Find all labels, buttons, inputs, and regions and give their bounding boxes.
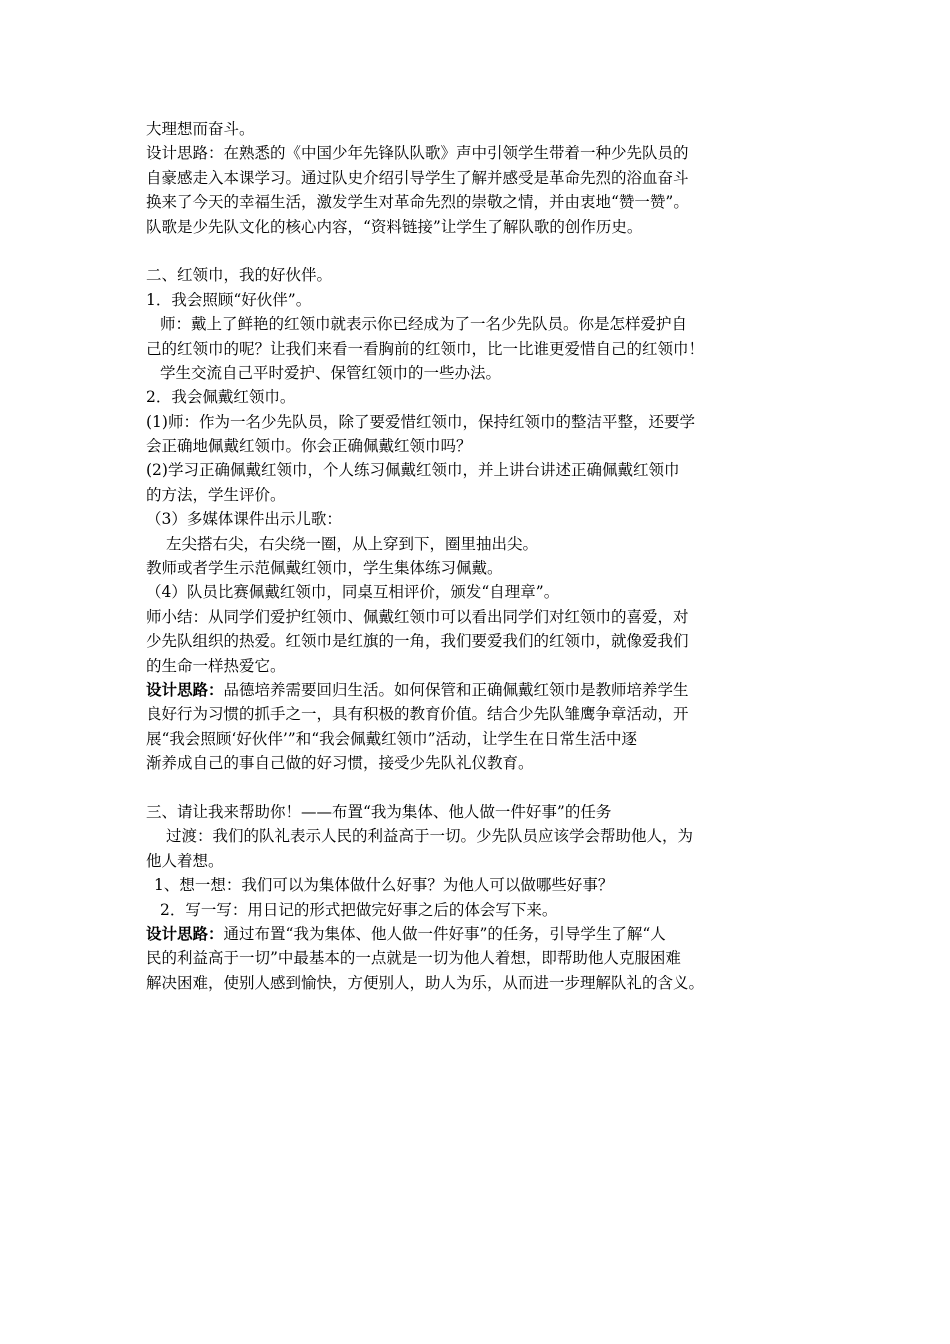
paragraph-line: 师小结：从同学们爱护红领巾、佩戴红领巾可以看出同学们对红领巾的喜爱，对: [146, 607, 689, 626]
design-idea-line: 设计思路：在熟悉的《中国少年先锋队队歌》声中引领学生带着一种少先队员的: [146, 144, 689, 163]
paragraph-line: 换来了今天的幸福生活，激发学生对革命先烈的崇敬之情，并由衷地“赞一赞”。: [146, 193, 689, 212]
paragraph-line: (2)学习正确佩戴红领巾，个人练习佩戴红领巾，并上讲台讲述正确佩戴红领巾: [146, 461, 680, 480]
paragraph-line: 少先队组织的热爱。红领巾是红旗的一角，我们要爱我们的红领巾，就像爱我们: [146, 632, 689, 651]
blank-line: [146, 776, 816, 800]
paragraph-line: 民的利益高于一切”中最基本的一点就是一切为他人着想，即帮助他人克服困难: [146, 949, 681, 968]
paragraph-line: 的方法，学生评价。: [146, 485, 286, 504]
step-line: 1、想一想：我们可以为集体做什么好事？为他人可以做哪些好事？: [154, 876, 614, 895]
paragraph-line: 良好行为习惯的抓手之一，具有积极的教育价值。结合少先队雏鹰争章活动，开: [146, 705, 689, 724]
item-title: 2．我会佩戴红领巾。: [146, 388, 296, 407]
design-idea-text: 品德培养需要回归生活。如何保管和正确佩戴红领巾是教师培养学生: [223, 680, 689, 699]
section-heading: 二、红领巾，我的好伙伴。: [146, 266, 333, 285]
paragraph-line: 师：戴上了鲜艳的红领巾就表示你已经成为了一名少先队员。你是怎样爱护自: [160, 315, 688, 334]
paragraph-line: 自豪感走入本课学习。通过队史介绍引导学生了解并感受是革命先烈的浴血奋斗: [146, 168, 689, 187]
paragraph-line: 他人着想。: [146, 851, 224, 870]
design-idea-label: 设计思路：: [146, 923, 224, 943]
paragraph-line: 渐养成自己的事自己做的好习惯，接受少先队礼仪教育。: [146, 754, 534, 773]
paragraph-line: 的生命一样热爱它。: [146, 656, 286, 675]
step-line: 2．写一写：用日记的形式把做完好事之后的体会写下来。: [160, 900, 558, 919]
design-idea-line: [146, 922, 816, 946]
item-title: 1．我会照顾“好伙伴”。: [146, 290, 312, 309]
paragraph-line: 学生交流自己平时爱护、保管红领巾的一些办法。: [160, 363, 502, 382]
paragraph-line: 过渡：我们的队礼表示人民的利益高于一切。少先队员应该学会帮助他人，为: [166, 827, 694, 846]
blank-line: [146, 239, 816, 263]
paragraph-line: 己的红领巾的呢？让我们来看一看胸前的红领巾，比一比谁更爱惜自己的红领巾！: [146, 339, 705, 358]
paragraph-line: 队歌是少先队文化的核心内容，“资料链接”让学生了解队歌的创作历史。: [146, 217, 643, 236]
document-page: [146, 117, 816, 995]
rhyme-line: 左尖搭右尖，右尖绕一圈，从上穿到下，圈里抽出尖。: [166, 534, 539, 553]
paragraph-line: 展“我会照顾‘好伙伴’”和“我会佩戴红领巾”活动，让学生在日常生活中逐: [146, 729, 638, 748]
paragraph-line: 解决困难，使别人感到愉快，方便别人，助人为乐，从而进一步理解队礼的含义。: [146, 973, 705, 992]
paragraph-line: 教师或者学生示范佩戴红领巾，学生集体练习佩戴。: [146, 559, 503, 578]
paragraph-line: 大理想而奋斗。: [146, 120, 255, 138]
design-idea-label: 设计思路：: [146, 679, 224, 699]
design-idea-line: [146, 678, 816, 702]
paragraph-line: (1)师：作为一名少先队员，除了要爱惜红领巾，保持红领巾的整洁平整，还要学: [146, 412, 695, 431]
design-idea-text: 通过布置“我为集体、他人做一件好事”的任务，引导学生了解“人: [223, 924, 666, 943]
paragraph-line: （4）队员比赛佩戴红领巾，同桌互相评价，颁发“自理章”。: [146, 583, 560, 602]
section-heading: 三、请让我来帮助你！——布置“我为集体、他人做一件好事”的任务: [146, 802, 612, 821]
paragraph-line: （3）多媒体课件出示儿歌：: [146, 510, 342, 529]
paragraph-line: 会正确地佩戴红领巾。你会正确佩戴红领巾吗？: [146, 437, 472, 456]
